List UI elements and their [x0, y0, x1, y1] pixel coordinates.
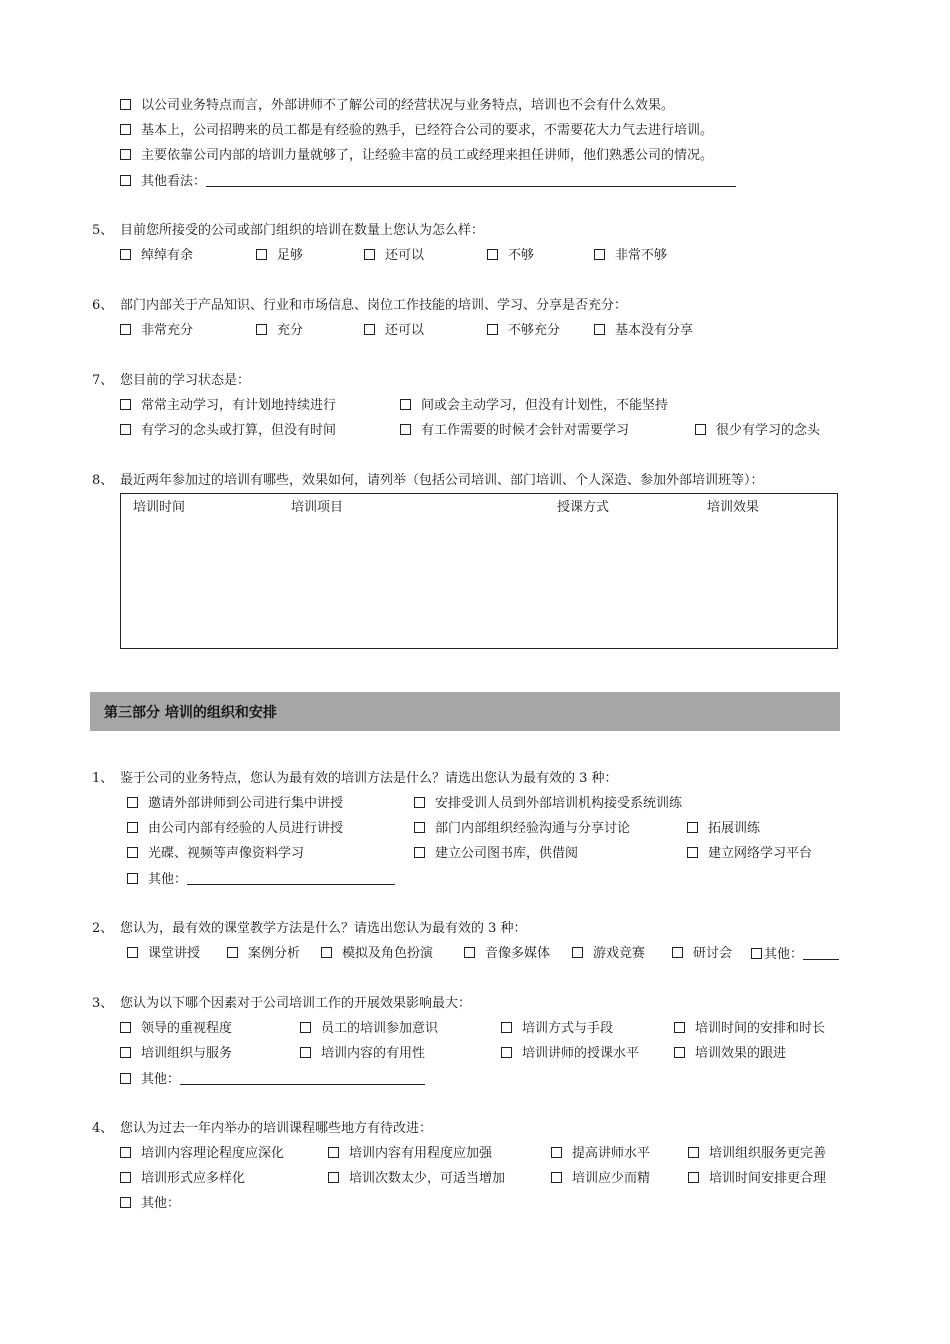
- q4-option-1[interactable]: 以公司业务特点而言，外部讲师不了解公司的经营状况与业务特点，培训也不会有什么效果。: [120, 98, 674, 114]
- checkbox[interactable]: [127, 947, 138, 958]
- checkbox[interactable]: [127, 797, 138, 808]
- checkbox[interactable]: [120, 99, 131, 110]
- checkbox[interactable]: [487, 324, 498, 335]
- checkbox[interactable]: [672, 947, 683, 958]
- s3q1-number: 1、: [92, 771, 114, 786]
- checkbox[interactable]: [594, 249, 605, 260]
- s3q4-option[interactable]: 培训内容有用程度应加强: [328, 1146, 492, 1162]
- s3q2-number: 2、: [92, 921, 114, 936]
- s3q3-option[interactable]: 培训组织与服务: [120, 1046, 232, 1062]
- s3q4-option[interactable]: 培训次数太少，可适当增加: [328, 1171, 505, 1187]
- checkbox[interactable]: [487, 249, 498, 260]
- s3q2-text: 您认为，最有效的课堂教学方法是什么？请选出您认为最有效的 3 种：: [120, 921, 527, 936]
- q7-option[interactable]: 有工作需要的时候才会针对需要学习: [400, 423, 629, 439]
- checkbox[interactable]: [256, 249, 267, 260]
- checkbox[interactable]: [328, 1172, 339, 1183]
- q5-option[interactable]: 非常不够: [594, 248, 667, 264]
- s3q3-option[interactable]: 培训效果的跟进: [674, 1046, 786, 1062]
- s3q3-option[interactable]: 培训时间的安排和时长: [674, 1021, 825, 1037]
- s3q4-option[interactable]: 培训内容理论程度应深化: [120, 1146, 284, 1162]
- checkbox[interactable]: [127, 822, 138, 833]
- checkbox[interactable]: [551, 1172, 562, 1183]
- q6-option[interactable]: 基本没有分享: [594, 323, 693, 339]
- checkbox[interactable]: [674, 1022, 685, 1033]
- checkbox[interactable]: [120, 149, 131, 160]
- q4-option-2[interactable]: 基本上，公司招聘来的员工都是有经验的熟手，已经符合公司的要求，不需要花大力气去进行培训。: [120, 123, 713, 139]
- checkbox[interactable]: [120, 324, 131, 335]
- q5-text: 目前您所接受的公司或部门组织的培训在数量上您认为怎么样：: [120, 223, 485, 238]
- s3q3-option[interactable]: 领导的重视程度: [120, 1021, 232, 1037]
- checkbox[interactable]: [551, 1147, 562, 1158]
- checkbox[interactable]: [120, 175, 131, 186]
- checkbox[interactable]: [414, 822, 425, 833]
- s3q2-option[interactable]: 游戏竞赛: [572, 946, 645, 962]
- s3q4-text: 您认为过去一年内举办的培训课程哪些地方有待改进：: [120, 1121, 433, 1136]
- q6-option[interactable]: 不够充分: [487, 323, 560, 339]
- s3q1-option[interactable]: 部门内部组织经验沟通与分享讨论: [414, 821, 630, 837]
- s3q4-option[interactable]: 培训时间安排更合理: [688, 1171, 826, 1187]
- q6-number: 6、: [92, 298, 114, 313]
- s3q1-option[interactable]: 安排受训人员到外部培训机构接受系统训练: [414, 796, 682, 812]
- fill-line[interactable]: [180, 1071, 425, 1085]
- q6-option[interactable]: 充分: [256, 323, 303, 339]
- s3q4-number: 4、: [92, 1121, 114, 1136]
- checkbox[interactable]: [120, 249, 131, 260]
- checkbox[interactable]: [364, 249, 375, 260]
- s3q3-option-other[interactable]: 其他：: [120, 1071, 425, 1088]
- checkbox[interactable]: [687, 822, 698, 833]
- q6-option[interactable]: 还可以: [364, 323, 424, 339]
- q4-option-3[interactable]: 主要依靠公司内部的培训力量就够了，让经验丰富的员工或经理来担任讲师，他们熟悉公司的情况。: [120, 148, 713, 164]
- fill-line[interactable]: [206, 173, 736, 187]
- s3q1-option[interactable]: 建立网络学习平台: [687, 846, 812, 862]
- checkbox[interactable]: [414, 797, 425, 808]
- q7-text: 您目前的学习状态是：: [120, 373, 251, 388]
- s3q3-option[interactable]: 培训内容的有用性: [300, 1046, 425, 1062]
- q5-option[interactable]: 绰绰有余: [120, 248, 193, 264]
- q5-option[interactable]: 不够: [487, 248, 534, 264]
- s3q2-option-other[interactable]: 其他：: [751, 946, 839, 963]
- checkbox[interactable]: [300, 1022, 311, 1033]
- checkbox[interactable]: [688, 1147, 699, 1158]
- training-history-table[interactable]: [120, 493, 838, 649]
- checkbox[interactable]: [400, 399, 411, 410]
- checkbox[interactable]: [572, 947, 583, 958]
- q6-option[interactable]: 非常充分: [120, 323, 193, 339]
- s3q2-option[interactable]: 案例分析: [227, 946, 300, 962]
- table-header-effect: 培训效果: [707, 500, 760, 515]
- checkbox[interactable]: [120, 1073, 131, 1084]
- checkbox[interactable]: [400, 424, 411, 435]
- checkbox[interactable]: [300, 1047, 311, 1058]
- s3q3-number: 3、: [92, 996, 114, 1011]
- s3q3-text: 您认为以下哪个因素对于公司培训工作的开展效果影响最大：: [120, 996, 472, 1011]
- q4-option-other[interactable]: 其他看法：: [120, 173, 736, 190]
- checkbox[interactable]: [687, 847, 698, 858]
- s3q1-option[interactable]: 拓展训练: [687, 821, 760, 837]
- s3q4-option[interactable]: 培训应少而精: [551, 1171, 650, 1187]
- q5-option[interactable]: 足够: [256, 248, 303, 264]
- s3q3-option[interactable]: 培训讲师的授课水平: [501, 1046, 639, 1062]
- checkbox[interactable]: [688, 1172, 699, 1183]
- checkbox[interactable]: [594, 324, 605, 335]
- checkbox[interactable]: [120, 124, 131, 135]
- s3q1-option[interactable]: 由公司内部有经验的人员进行讲授: [127, 821, 343, 837]
- q5-option[interactable]: 还可以: [364, 248, 424, 264]
- section-title: 第三部分 培训的组织和安排: [104, 705, 277, 721]
- s3q1-option[interactable]: 光碟、视频等声像资料学习: [127, 846, 304, 862]
- checkbox[interactable]: [120, 1197, 131, 1208]
- s3q4-option[interactable]: 提高讲师水平: [551, 1146, 650, 1162]
- s3q1-option[interactable]: 建立公司图书库，供借阅: [414, 846, 578, 862]
- checkbox[interactable]: [328, 1147, 339, 1158]
- s3q2-option[interactable]: 音像多媒体: [464, 946, 550, 962]
- q5-number: 5、: [92, 223, 114, 238]
- q7-option[interactable]: 间或会主动学习，但没有计划性，不能坚持: [400, 398, 668, 414]
- checkbox[interactable]: [120, 424, 131, 435]
- checkbox[interactable]: [695, 424, 706, 435]
- fill-line[interactable]: [187, 871, 395, 885]
- checkbox[interactable]: [501, 1022, 512, 1033]
- s3q1-option[interactable]: 邀请外部讲师到公司进行集中讲授: [127, 796, 343, 812]
- s3q3-option[interactable]: 员工的培训参加意识: [300, 1021, 438, 1037]
- checkbox[interactable]: [364, 324, 375, 335]
- checkbox[interactable]: [227, 947, 238, 958]
- checkbox[interactable]: [127, 873, 138, 884]
- s3q1-option-other[interactable]: 其他：: [127, 871, 395, 888]
- q7-option[interactable]: 很少有学习的念头: [695, 423, 820, 439]
- s3q3-option[interactable]: 培训方式与手段: [501, 1021, 613, 1037]
- checkbox[interactable]: [120, 1172, 131, 1183]
- q7-number: 7、: [92, 373, 114, 388]
- table-header-time: 培训时间: [133, 500, 186, 515]
- checkbox[interactable]: [321, 947, 332, 958]
- s3q2-option[interactable]: 研讨会: [672, 946, 732, 962]
- s3q1-text: 鉴于公司的业务特点，您认为最有效的培训方法是什么？请选出您认为最有效的 3 种：: [120, 771, 618, 786]
- s3q4-option[interactable]: 培训形式应多样化: [120, 1171, 245, 1187]
- s3q4-option-other[interactable]: 其他：: [120, 1196, 180, 1212]
- s3q2-option[interactable]: 模拟及角色扮演: [321, 946, 433, 962]
- q8-text: 最近两年参加过的培训有哪些，效果如何，请列举（包括公司培训、部门培训、个人深造、参加外部培训班等）：: [120, 473, 764, 488]
- checkbox[interactable]: [127, 847, 138, 858]
- checkbox[interactable]: [120, 1022, 131, 1033]
- s3q2-option[interactable]: 课堂讲授: [127, 946, 200, 962]
- table-header-method: 授课方式: [557, 500, 610, 515]
- checkbox[interactable]: [464, 947, 475, 958]
- fill-line[interactable]: [803, 946, 839, 960]
- checkbox[interactable]: [120, 1047, 131, 1058]
- s3q4-option[interactable]: 培训组织服务更完善: [688, 1146, 826, 1162]
- q6-text: 部门内部关于产品知识、行业和市场信息、岗位工作技能的培训、学习、分享是否充分：: [120, 298, 628, 313]
- q7-option[interactable]: 常常主动学习，有计划地持续进行: [120, 398, 336, 414]
- checkbox[interactable]: [674, 1047, 685, 1058]
- table-header-project: 培训项目: [291, 500, 344, 515]
- checkbox[interactable]: [751, 948, 762, 959]
- checkbox[interactable]: [120, 399, 131, 410]
- q7-option[interactable]: 有学习的念头或打算，但没有时间: [120, 423, 336, 439]
- q8-number: 8、: [92, 473, 114, 488]
- checkbox[interactable]: [120, 1147, 131, 1158]
- section-header: [90, 692, 840, 731]
- checkbox[interactable]: [256, 324, 267, 335]
- checkbox[interactable]: [414, 847, 425, 858]
- checkbox[interactable]: [501, 1047, 512, 1058]
